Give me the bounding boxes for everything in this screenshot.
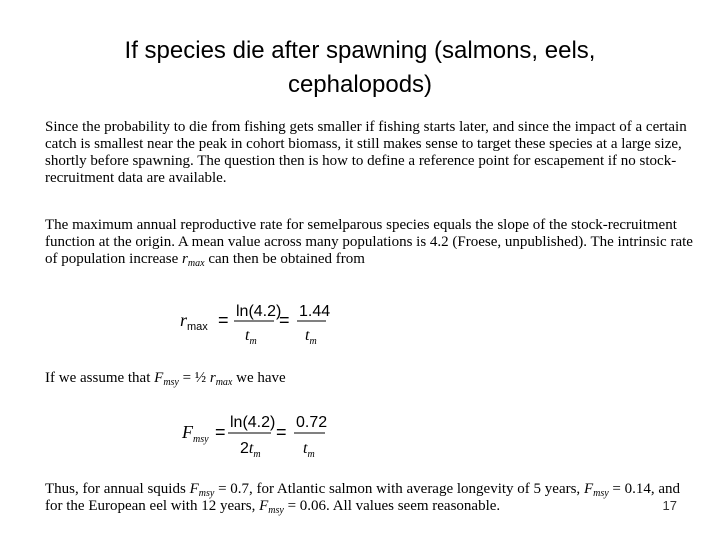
equation-rmax [178, 298, 338, 348]
rmax-variable-2: $r_{max}$ [209, 370, 233, 388]
paragraph-conclusion-b: = 0.7, for Atlantic salmon with average longevity of 5 years, [218, 481, 581, 497]
paragraph-escapement: Since the probability to die from fishing gets smaller if fishing starts later, and since the impact of a certain catch is smallest near the peak in cohort biomass, it still makes sense to target these species at a large size, shortly before spawning. The question then is how to define a reference point for escapement if no stock-recruitment data are available. [45, 119, 687, 186]
eq1-denominator-1: $t_m$ [245, 327, 257, 347]
rmax-symbol: r [182, 251, 188, 267]
paragraph-conclusion-d: = 0.06. All values seem reasonable. [287, 498, 501, 514]
paragraph-reproductive-rate [45, 217, 695, 268]
eq1-numerator-2: 1.44 [299, 303, 331, 320]
fmsy-variable-salmon: $F_{msy}$ [583, 481, 609, 499]
eq1-lhs: $r_{max}$ [180, 310, 208, 333]
paragraph-assumption-start: If we assume that [45, 370, 151, 386]
paragraph-conclusion-c: = 0.14, and for the European eel with 12 years, [45, 481, 681, 514]
eq2-lhs: $F_{msy}$ [182, 422, 209, 445]
fmsy-variable: $F_{msy}$ [154, 370, 179, 388]
eq2-numerator-1: ln(4.2) [230, 414, 276, 431]
paragraph-assumption [45, 370, 695, 387]
rmax-subscript: max [187, 258, 205, 269]
eq1-equals-1: = [218, 310, 229, 330]
fmsy-variable-squid: $F_{msy}$ [189, 481, 215, 499]
eq2-equals-1: = [215, 422, 226, 442]
paragraph-assumption-mid: = ½ [182, 370, 207, 386]
slide-title-line-2: cephalopods) [287, 71, 433, 98]
slide-title-line-1: If species die after spawning (salmons, eels, [124, 37, 596, 64]
eq2-numerator-2: 0.72 [296, 414, 328, 431]
equation-fmsy [180, 409, 340, 461]
eq2-denominator-1: $2t_m$ [240, 440, 261, 460]
page-number: 17 [662, 498, 677, 513]
paragraph-conclusion-a: Thus, for annual squids [45, 481, 186, 497]
eq2-equals-2: = [276, 422, 287, 442]
paragraph-reproductive-rate-end: can then be obtained from [208, 251, 365, 267]
rmax-variable [182, 251, 205, 267]
eq1-numerator-1: ln(4.2) [236, 303, 282, 320]
slide-title [30, 34, 690, 102]
eq1-denominator-2: $t_m$ [305, 327, 317, 347]
eq1-equals-2: = [279, 310, 290, 330]
paragraph-assumption-end: we have [236, 370, 286, 386]
fmsy-variable-eel: $F_{msy}$ [259, 498, 284, 516]
paragraph-reproductive-rate-text: The maximum annual reproductive rate for semelparous species equals the slope of the stock-recruitment function at the origin. A mean value across many populations is 4.2 (Froese, unpublished). The intrinsic rate of population increase [45, 217, 693, 267]
eq2-denominator-2: $t_m$ [303, 440, 315, 460]
paragraph-conclusion [45, 481, 695, 515]
